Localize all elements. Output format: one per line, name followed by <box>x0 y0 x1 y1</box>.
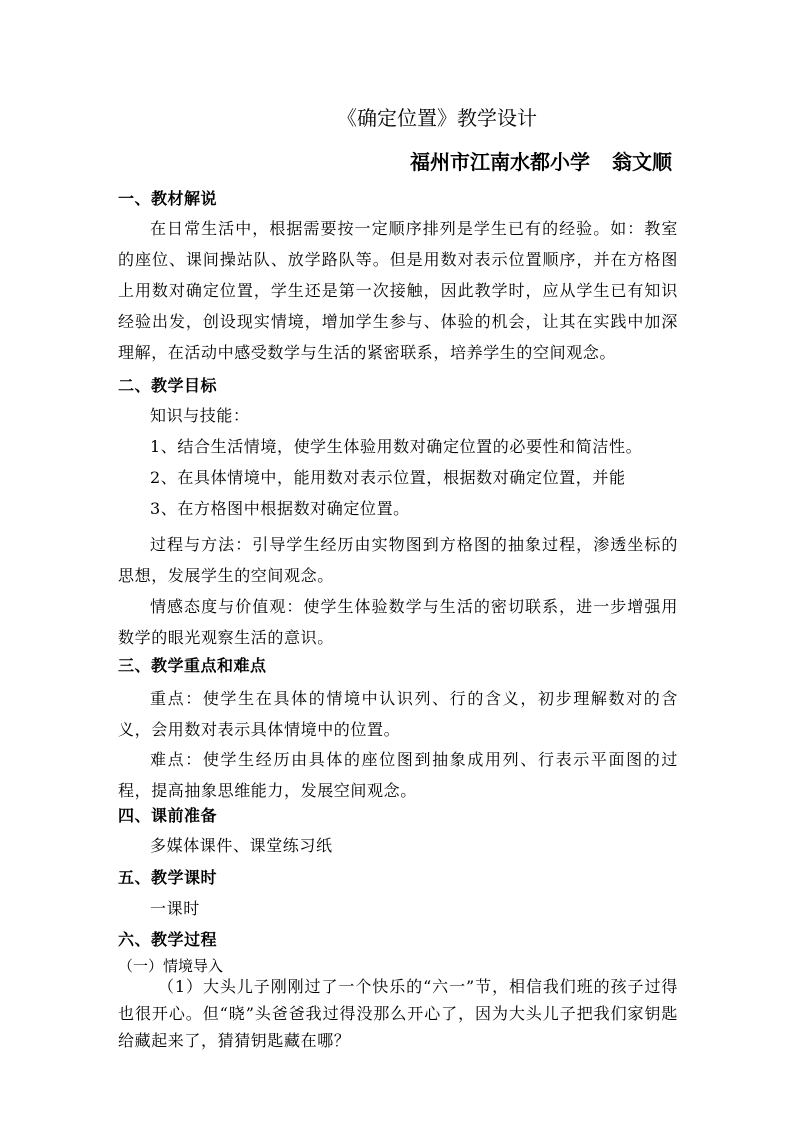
scenario-paragraph: （1）大头儿子刚刚过了一个快乐的“六一”节，相信我们班的孩子过得也很开心。但“晓”头爸爸我过得没那么开心了，因为大头儿子把我们家钥匙给藏起来了，猜猜钥匙藏在哪？ <box>118 977 678 1050</box>
section-heading-6: 六、教学过程 <box>118 930 218 949</box>
section-heading-4: 四、课前准备 <box>118 806 218 825</box>
section-heading-2: 二、教学目标 <box>118 376 218 395</box>
section-1-paragraph: 在日常生活中，根据需要按一定顺序排列是学生已有的经验。如：教室的座位、课间操站队、放学路队等。但是用数对表示位置顺序，并在方格图上用数对确定位置，学生还是第一次接触，因此教学时，应从学生已有知识经验出发，创设现实情境，增加学生参与、体验的机会，让其在实践中加深理解，在活动中感受数学与生活的紧密联系，培养学生的空间观念。 <box>118 219 678 362</box>
key-point-paragraph: 重点：使学生在具体的情境中认识列、行的含义，初步理解数对的含义，会用数对表示具体情境中的位置。 <box>118 689 678 739</box>
process-subheading-1: （一）情境导入 <box>118 957 224 975</box>
knowledge-label: 知识与技能： <box>150 406 250 425</box>
objective-item-1: 1、结合生活情境，使学生体验用数对确定位置的必要性和简洁性。 <box>150 437 643 456</box>
preparation-content: 多媒体课件、课堂练习纸 <box>150 836 333 855</box>
section-heading-1: 一、教材解说 <box>118 189 218 208</box>
section-heading-3: 三、教学重点和难点 <box>118 656 267 675</box>
objective-item-2: 2、在具体情境中，能用数对表示位置，根据数对确定位置，并能 <box>150 468 626 487</box>
difficult-point-paragraph: 难点：使学生经历由具体的座位图到抽象成用列、行表示平面图的过程，提高抽象思维能力，发展空间观念。 <box>118 750 678 800</box>
objective-item-3: 3、在方格图中根据数对确定位置。 <box>150 499 410 518</box>
process-method-paragraph: 过程与方法：引导学生经历由实物图到方格图的抽象过程，渗透坐标的思想，发展学生的空间观念。 <box>118 535 678 585</box>
emotion-paragraph: 情感态度与价值观：使学生体验数学与生活的密切联系，进一步增强用数学的眼光观察生活的意识。 <box>118 597 678 647</box>
lesson-count: 一课时 <box>150 899 200 918</box>
document-title: 《确定位置》教学设计 <box>337 106 537 130</box>
author-school: 福州市江南水都小学 <box>410 150 590 174</box>
author-name: 翁文顺 <box>612 150 672 174</box>
author-line <box>410 148 672 176</box>
section-heading-5: 五、教学课时 <box>118 868 218 887</box>
